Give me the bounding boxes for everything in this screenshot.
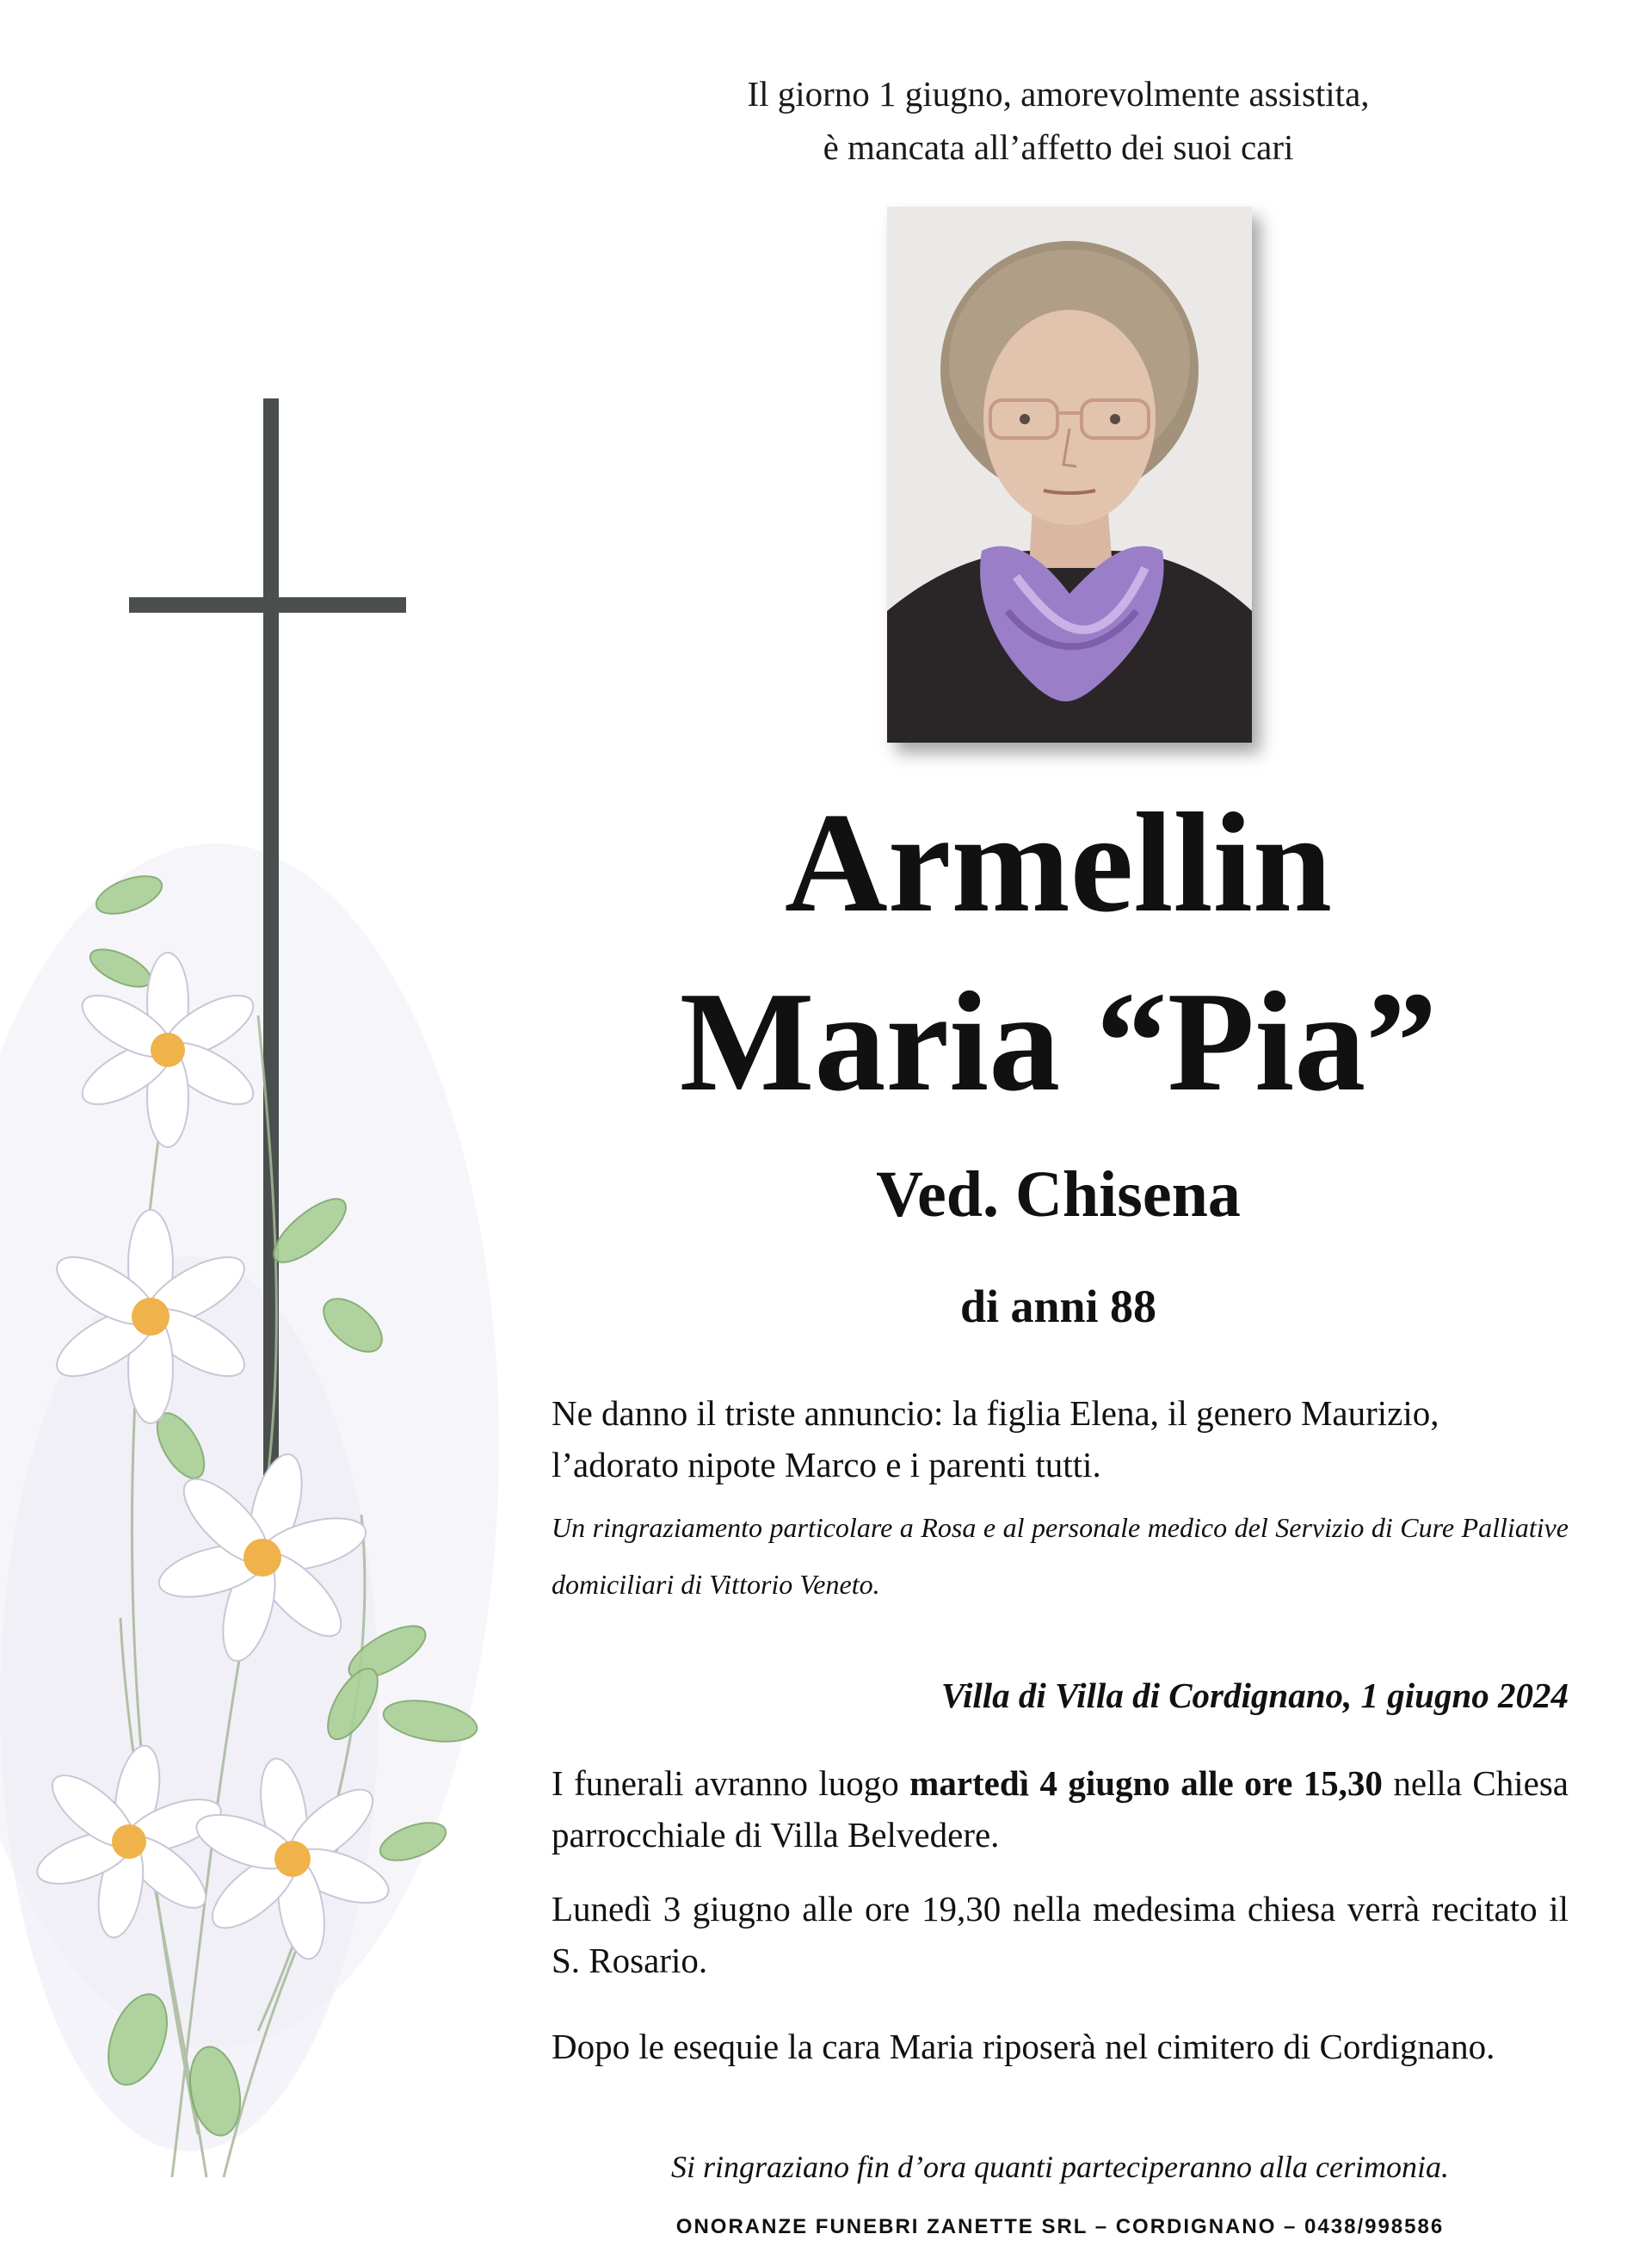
opening-line-2: è mancata all’affetto dei suoi cari — [823, 127, 1294, 167]
opening-text — [551, 67, 1566, 174]
rosary-info: Lunedì 3 giugno alle ore 19,30 nella medesima chiesa verrà recitato il S. Rosario. — [552, 1889, 1569, 1980]
widow-of-line: Ved. Chisena — [876, 1158, 1241, 1231]
funeral-date-time: martedì 4 giugno alle ore 15,30 — [909, 1763, 1383, 1803]
announcement-text — [552, 1387, 1569, 1490]
opening-line-1: Il giorno 1 giugno, amorevolmente assistita, — [747, 74, 1370, 114]
funeral-home-footer: ONORANZE FUNEBRI ZANETTE SRL – CORDIGNANO – 0438/998586 — [675, 2215, 1445, 2238]
announcement-line-2: l’adorato nipote Marco e i parenti tutti. — [552, 1445, 1101, 1484]
deceased-given-name: Maria “Pia” — [679, 962, 1438, 1120]
burial-info: Dopo le esequie la cara Maria riposerà nel cimitero di Cordignano. — [552, 2027, 1495, 2066]
cross-and-flowers-decoration — [0, 327, 568, 2220]
deceased-surname: Armellin — [784, 783, 1333, 941]
place-and-date: Villa di Villa di Cordignano, 1 giugno 2024 — [940, 1676, 1569, 1715]
announcement-line-1: Ne danno il triste annuncio: la figlia Elena, il genero Maurizio, — [552, 1393, 1439, 1433]
deceased-portrait-photo — [887, 207, 1252, 743]
closing-thanks: Si ringraziano fin d’ora quanti parteciperanno alla cerimonia. — [671, 2150, 1449, 2184]
special-thanks-text: Un ringraziamento particolare a Rosa e al personale medico del Servizio di Cure Palliative domiciliari di Vittorio Veneto. — [552, 1512, 1569, 1600]
funeral-info — [552, 1757, 1569, 1861]
funeral-location: nella Chiesa parrocchiale di Villa Belvedere. — [552, 1763, 1569, 1855]
age-line: di anni 88 — [959, 1281, 1157, 1332]
funeral-prefix: I funerali avranno luogo — [552, 1763, 910, 1803]
